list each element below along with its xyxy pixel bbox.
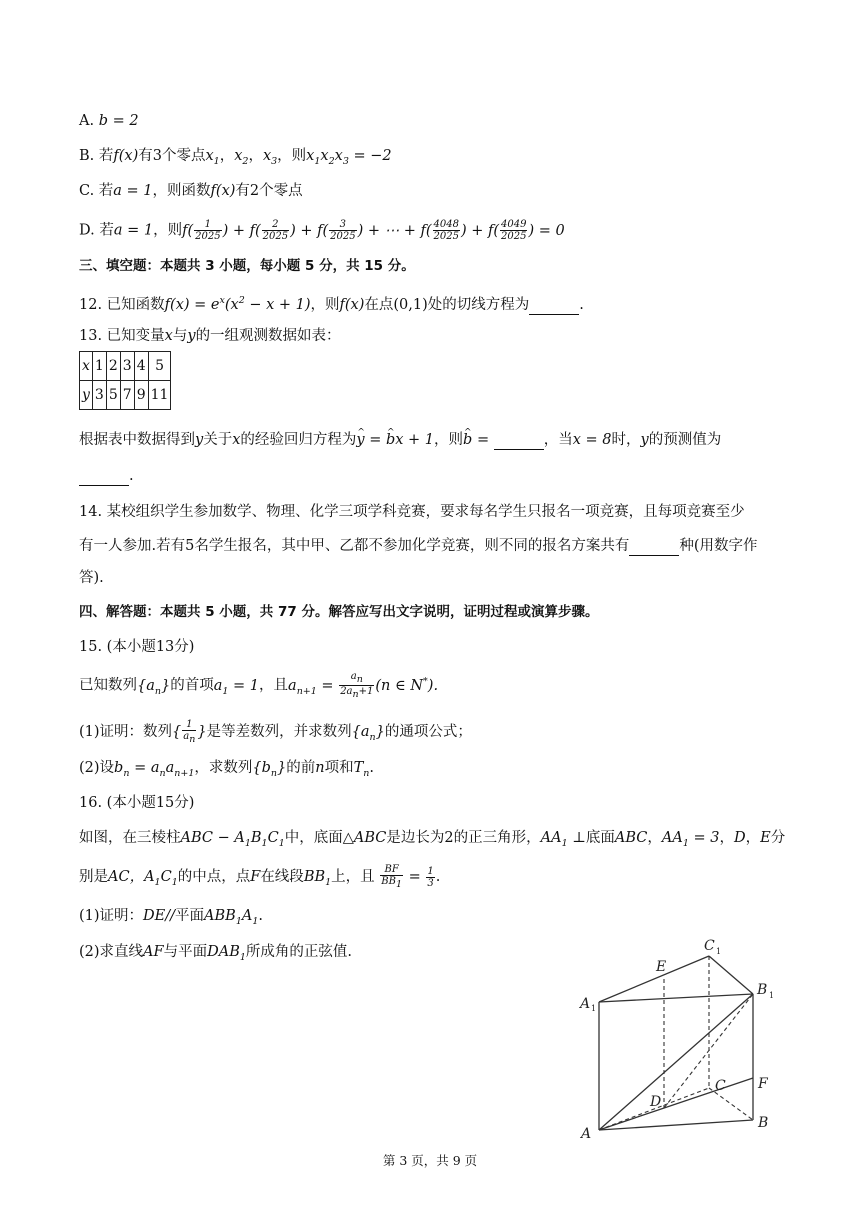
option-a-label: A. [79, 113, 99, 129]
option-b-x2: $x_2$ [234, 148, 249, 167]
bb1: $BB_1$ [303, 869, 332, 888]
option-c-f: f(x) [210, 183, 236, 199]
q13-blank-pred[interactable] [79, 471, 129, 486]
q16-p1-end: . [258, 908, 264, 924]
triangle-abc: △ABC [342, 830, 387, 846]
table-cell: 9 [134, 381, 148, 410]
frac-2: $\frac{2}{2025}$ [262, 219, 289, 242]
option-c-a: a = 1 [113, 183, 153, 199]
q12-end: . [579, 296, 584, 313]
q13-l2-text1: 根据表中数据得到 [79, 432, 195, 448]
option-d-sum: f( $\frac{1}{2025}$ ) + f( $\frac{2}{2025}$ ) + f( $\frac{3}{2025}$ ) + ⋯ + f( $\frac{4048}{2025}$ ) + f( $\frac{4049}{2025}$ ) = 0 [182, 219, 565, 242]
q13-l2-text4: ，则 [434, 432, 464, 448]
q16-p1-text2: 平面 [175, 908, 205, 924]
table-cell: 7 [120, 381, 134, 410]
q16-l2-text4: 上，且 [331, 869, 375, 885]
table-row [80, 381, 171, 410]
q13-l2-y2: y [640, 432, 649, 448]
abc: ABC [614, 830, 648, 846]
q16-p2-text3: 所成角的正弦值. [245, 944, 353, 960]
q14-line3: 答). [79, 570, 104, 586]
q15-title: 15. (本小题13分) [79, 639, 195, 655]
q13-line2: 根据表中数据得到y关于x的经验回归方程为^ y = ^ bx + 1，则^ b = ，当x = 8时，y的预测值为 [79, 430, 721, 450]
tn: $T_n$ [353, 760, 370, 779]
q16-p1-text1: (1)证明： [79, 908, 144, 924]
svg-text:1: 1 [716, 947, 722, 956]
point-f: F [250, 869, 261, 885]
q14-text-b: 种(用数字作 [679, 538, 758, 554]
option-b-label: B. 若 [79, 148, 114, 164]
option-b-text1: 有3个零点 [138, 148, 206, 164]
option-c-label: C. 若 [79, 183, 114, 199]
table-row [80, 352, 171, 381]
option-c-text2: 有2个零点 [235, 183, 303, 199]
q12-text1: 已知函数 [106, 296, 165, 313]
option-b-f: f(x) [113, 148, 139, 164]
aa1-perp: $AA_1$ ⊥ [540, 830, 586, 849]
q16-p2-text1: (2)求直线 [79, 944, 144, 960]
aa1-eq: $AA_1 = 3$ [661, 830, 720, 849]
q13-l2-text3: 的经验回归方程为 [240, 432, 357, 448]
a1-eq: $a_1 = 1$ [213, 677, 260, 697]
q14-blank[interactable] [629, 541, 679, 556]
q16-part2 [79, 942, 352, 968]
q13-l2-text2: 关于 [203, 432, 233, 448]
q16-p2-text2: 与平面 [163, 944, 208, 960]
option-b-x1: $x_1$ [205, 148, 220, 167]
option-a [79, 111, 139, 131]
line-af: AF [143, 944, 164, 960]
label-c1: C [704, 938, 715, 954]
table-cell: 5 [106, 381, 120, 410]
option-a-expr: b = 2 [98, 113, 139, 129]
frac-3: $\frac{3}{2025}$ [330, 219, 356, 242]
edge-a1b1 [599, 994, 753, 1002]
label-b: B [758, 1115, 769, 1131]
q13-l2-text6: 时， [611, 432, 641, 448]
q12-text2: ，则 [310, 296, 340, 313]
label-b1: B [757, 982, 768, 998]
de: D [733, 830, 746, 846]
q13-x8: x = 8 [572, 432, 612, 448]
label-f: F [758, 1076, 768, 1092]
q16-l1-text3: 是边长为2的正三角形， [386, 830, 541, 846]
q13 [79, 326, 341, 346]
q16-l1-text2: 中，底面 [284, 830, 343, 846]
option-c [79, 181, 303, 201]
q15-p2-text2: ，求数列 [194, 760, 253, 776]
option-b-text2: ，则 [277, 148, 307, 164]
option-d-text1: ，则 [153, 222, 183, 239]
frac-4049: $\frac{4049}{2025}$ [501, 219, 527, 242]
option-b-x3: $x_3$ [262, 148, 278, 167]
frac-4048: $\frac{4048}{2025}$ [433, 219, 459, 242]
q13-text2: 与 [172, 328, 188, 344]
q15-p2-text1: (2)设 [79, 760, 115, 776]
section4-heading: 四、解答题：本题共 5 小题，共 77 分。解答应写出文字说明，证明过程或演算步骤。 [79, 604, 599, 620]
observation-table [79, 351, 171, 410]
q13-l2-y: y [195, 432, 204, 448]
q16-l2-text2: 的中点，点 [177, 869, 251, 885]
label-a: A [581, 1126, 592, 1142]
q16-l1-text6: ， [719, 830, 734, 846]
label-e: E [656, 959, 667, 975]
q13-bhat: ^ b [463, 432, 472, 448]
q15-part2 [79, 758, 374, 784]
seq-an-2: $\{a_n\}$ [351, 724, 385, 743]
q14-text-a: 有一人参加.若有5名学生报名，其中甲、乙都不参加化学竞赛，则不同的报名方案共有 [79, 538, 630, 554]
label-a1: A [580, 996, 591, 1012]
option-d-a: a = 1 [113, 222, 154, 239]
q16-line2 [79, 864, 440, 893]
seq-recip: { $\frac{1}{a_n}$ } [172, 719, 207, 745]
q15-p1-text1: (1)证明：数列 [79, 724, 173, 740]
edge-db1 [664, 994, 753, 1108]
q12-f: f(x) [339, 296, 365, 313]
q13-end: . [129, 468, 134, 484]
label-d: D [650, 1094, 662, 1110]
ac-a1c1: AC，$A_1C_1$ [108, 869, 178, 888]
q14-line2 [79, 536, 758, 556]
q13-l2-text7: 的预测值为 [648, 432, 722, 448]
q16-l2-text1: 别是 [79, 869, 108, 885]
q15-stem-text3: ，且 [259, 677, 289, 694]
table-cell: 3 [92, 381, 106, 410]
q15-stem-text2: 的首项 [170, 677, 214, 694]
option-d-label: D. 若 [79, 222, 114, 239]
q13-text1: 已知变量 [106, 328, 165, 344]
q15-stem [79, 671, 438, 701]
option-b: B. 若f(x)有3个零点$x_1$，$x_2$，$x_3$，则$x_1x_2x_3 = -2$ [79, 148, 392, 167]
q13-line3 [79, 466, 134, 486]
q15-p1-text3: 的通项公式； [384, 724, 472, 740]
q15-p1-text2: 是等差数列，并求数列 [206, 724, 352, 740]
q16-l1-text1: 如图，在三棱柱 [79, 830, 181, 846]
table-header-y: y [80, 381, 93, 410]
table-cell: 11 [148, 381, 171, 410]
q14-line1: 14. 某校组织学生参加数学、物理、化学三项学科竞赛，要求每名学生只报名一项竞赛，且每项竞赛至少 [79, 504, 745, 520]
edge-ab1 [599, 994, 753, 1130]
label-c: C [715, 1078, 726, 1094]
q12 [79, 291, 584, 315]
q16-line1: 如图，在三棱柱ABC − $A_1B_1C_1$中，底面△ABC是边长为2的正三角形，$AA_1$ ⊥底面ABC，$AA_1 = 3$，D，E分 [79, 830, 786, 849]
seq-bn: $\{b_n\}$ [252, 760, 287, 779]
q16-part1 [79, 906, 263, 932]
option-c-text1: ，则函数 [152, 183, 211, 199]
q13-number: 13. [79, 328, 107, 344]
q13-var-y: y [187, 328, 196, 344]
table-cell: 2 [106, 352, 120, 381]
q15-p2-text4: 项和 [324, 760, 354, 776]
q12-number: 12. [79, 296, 107, 313]
q16-l2-text3: 在线段 [260, 869, 304, 885]
q12-text3: 在点(0,1)处的切线方程为 [364, 296, 530, 313]
option-b-product: $x_1x_2x_3 = -2$ [306, 148, 392, 167]
q16-l2-end: . [435, 869, 441, 885]
q12-func: $f(x) = e^x(x^2 - x + 1)$ [164, 295, 311, 313]
table-cell: 5 [148, 352, 171, 381]
table-cell: 4 [134, 352, 148, 381]
edge-af [599, 1078, 753, 1130]
frac-1: $\frac{1}{2025}$ [195, 219, 221, 242]
table-cell: 1 [92, 352, 106, 381]
prism-figure [575, 930, 785, 1142]
svg-text:1: 1 [591, 1004, 597, 1013]
ratio: $\frac{BF}{BB_1}$ = $\frac{1}{3}$ [381, 864, 434, 890]
q13-text3: 的一组观测数据如表： [195, 328, 341, 344]
q15-p2-end: . [369, 760, 375, 776]
q13-var-x: x [164, 328, 173, 344]
section3-heading: 三、填空题：本题共 3 小题，每小题 5 分，共 15 分。 [79, 258, 415, 274]
var-n: n [315, 760, 325, 776]
e: E [760, 830, 771, 846]
de-parallel: DE// [143, 908, 176, 924]
edge-c1b1 [709, 956, 753, 994]
plane-dab1: $DAB_1$ [207, 944, 246, 963]
q15-part1 [79, 719, 472, 748]
prism: ABC − $A_1B_1C_1$ [180, 830, 285, 849]
q16-l1-text5: ， [647, 830, 662, 846]
plane-abb1a1: $ABB_1A_1$ [204, 908, 259, 927]
q16-title: 16. (本小题15分) [79, 795, 195, 811]
option-d [79, 219, 565, 242]
regression-equation: ^ y = ^ bx + 1 [356, 432, 434, 448]
q15-stem-text1: 已知数列 [79, 677, 137, 694]
q13-blank-b[interactable] [494, 435, 544, 450]
table-header-x: x [80, 352, 93, 381]
q16-l1-text4: 底面 [585, 830, 615, 846]
table-cell: 3 [120, 352, 134, 381]
svg-text:1: 1 [769, 991, 775, 1000]
page-footer: 第 3 页，共 9 页 [382, 1153, 478, 1168]
q13-l2-x: x [232, 432, 241, 448]
edge-a1c1 [599, 956, 709, 1002]
q15-p2-text3: 的前 [286, 760, 316, 776]
q16-l1-text7: 分 [770, 830, 786, 846]
seq-an: $\{a_n\}$ [137, 677, 171, 697]
q13-l2-text5: ，当 [543, 432, 573, 448]
bn-def: $b_n = a_na_{n+1}$ [114, 760, 195, 779]
recurrence: $a_{n+1}$ = $\frac{a_n}{2a_n+1}$ (n ∈ N*). [288, 671, 439, 700]
q12-blank[interactable] [529, 300, 579, 315]
